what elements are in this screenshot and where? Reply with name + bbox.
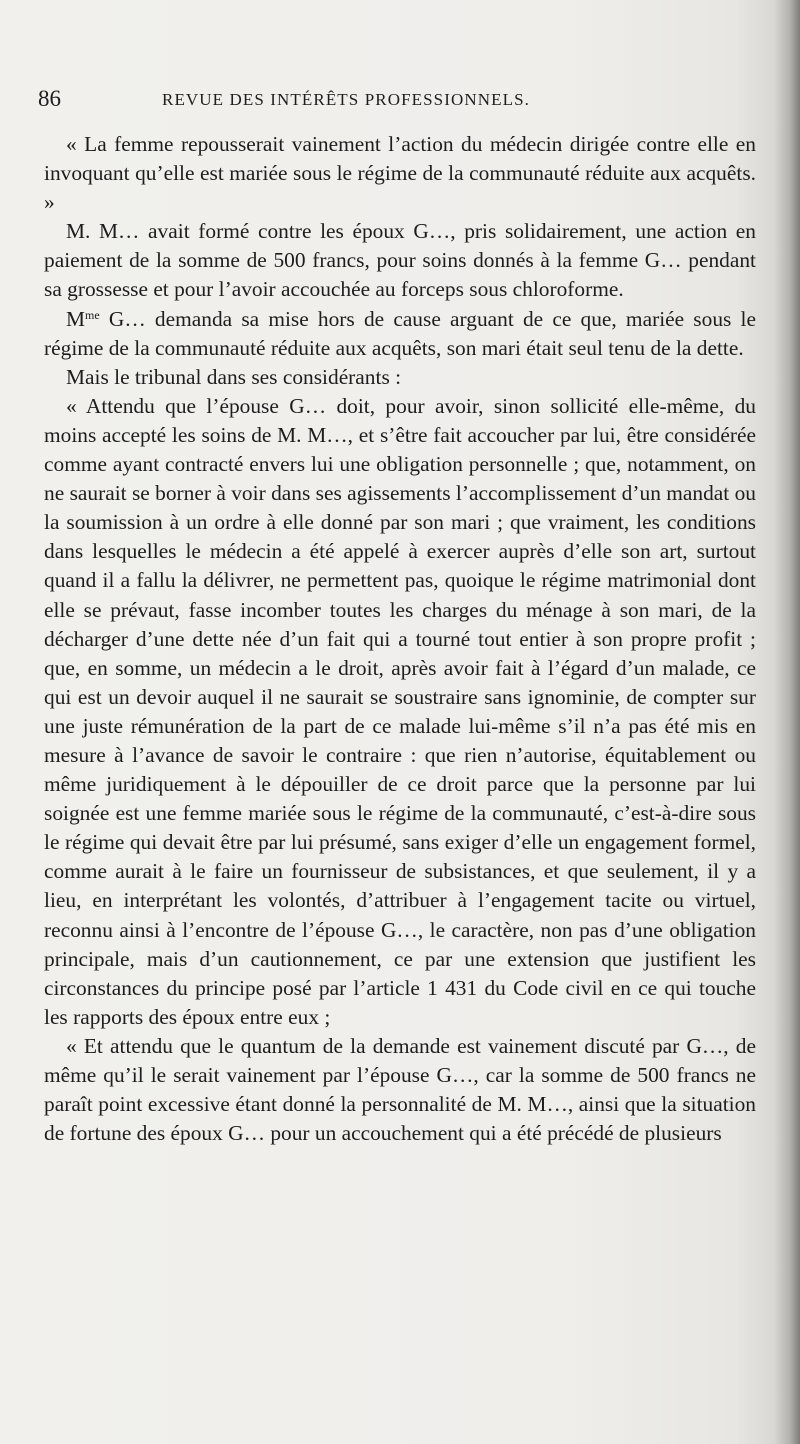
binding-shadow xyxy=(774,0,800,1444)
mme-abbrev-name: G… xyxy=(99,306,155,331)
page-number: 86 xyxy=(38,86,61,111)
page-header xyxy=(38,86,758,116)
paragraph-defense-text: demanda sa mise hors de cause arguant de ce que, mariée sous le régime de la communauté réduite aux acquêts, son mari était seul tenu de la dette. xyxy=(44,306,756,360)
paragraph-tribunal-intro: Mais le tribunal dans ses considérants : xyxy=(66,364,402,389)
body-text xyxy=(44,130,756,1148)
paragraph-defense xyxy=(44,305,756,363)
paragraph-attendu-2: « Et attendu que le quantum de la demande est vainement discuté par G…, de même qu’il le serait vainement par l’épouse G…, car la somme de 500 francs ne paraît point excessive étant donné la personnalité de M. M…, ainsi que la situation de fortune des époux G… pour un accouchement qui a été précédé de plusieurs xyxy=(44,1033,756,1146)
paragraph-quote-summary: « La femme repousserait vainement l’action du médecin dirigée contre elle en invoquant qu’elle est mariée sous le régime de la communauté réduite aux acquêts. » xyxy=(44,132,756,215)
paragraph-attendu-1: « Attendu que l’épouse G… doit, pour avoir, sinon sollicité elle-même, du moins accepté les soins de M. M…, et s’être fait accoucher par lui, être considérée comme ayant contracté envers lui une obligation personnelle ; que, notamment, on ne saurait se borner à voir dans ses agissements l’accomplissement d’un mandat ou la soumission à un ordre à elle donné par son mari ; que vraiment, les conditions dans lesquelles le médecin a été appelé à exercer auprès d’elle son art, surtout quand il a fallu la délivrer, ne permettent pas, quoique le régime matrimonial dont elle se prévaut, fasse incomber toutes les charges du ménage à son mari, de la décharger d’une dette née d’un fait qui a tourné tout entier à son propre profit ; que, en somme, un médecin a le droit, après avoir fait à l’égard d’un malade, ce qui est un devoir auquel il ne saurait se soustraire sans ignominie, de compter sur une juste rémunération de la part de ce malade lui-même s’il n’a pas été mis en mesure à l’avance de savoir le contraire : que rien n’autorise, équitablement ou même juridiquement à le dépouiller de ce droit parce que la personne par lui soignée est une femme mariée sous le régime de la communauté, c’est-à-dire sous le régime qui devait être par lui présumé, sans exiger d’elle un engagement formel, comme aurait à le faire un fournisseur de subsistances, et que seulement, il y a lieu, en interprétant les volontés, d’attribuer à l’engagement tacite ou virtuel, reconnu ainsi à l’encontre de l’épouse G…, le caractère, non pas d’une obligation principale, mais d’un cautionnement, ce par une extension que justifient les circonstances du principe posé par l’article 1 431 du Code civil en ce qui touche les rapports des époux entre eux ; xyxy=(44,393,756,1029)
mme-abbrev-sup: me xyxy=(85,307,100,322)
running-title: REVUE DES INTÉRÊTS PROFESSIONNELS. xyxy=(162,90,530,109)
paragraph-facts: M. M… avait formé contre les époux G…, pris solidairement, une action en paiement de la somme de 500 francs, pour soins donnés à la femme G… pendant sa grossesse et pour l’avoir accouchée au forceps sous chloroforme. xyxy=(44,219,756,302)
mme-abbrev-m: M xyxy=(66,306,86,331)
